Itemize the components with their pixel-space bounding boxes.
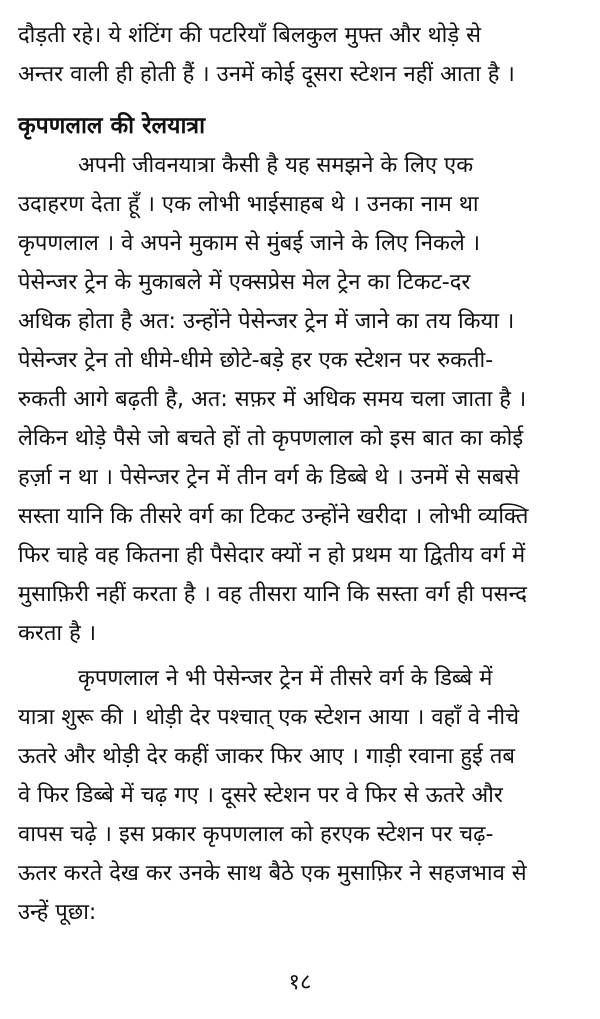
text-line: कृपणलाल । वे अपने मुकाम से मुंबई जाने के लिए निकले । <box>18 231 481 256</box>
text-line: करता है । <box>18 621 97 646</box>
text-line: यात्रा शुरू की । थोड़ी देर पश्चात् एक स्टेशन आया । वहाँ वे नीचे <box>18 705 520 730</box>
text-line: ऊतरे और थोड़ी देर कहीं जाकर फिर आए । गाड़ी रवाना हुई तब <box>18 744 515 769</box>
paragraph-2 <box>18 659 584 932</box>
text-line: सस्ता यानि कि तीसरे वर्ग का टिकट उन्होंने खरीदा । लोभी व्यक्ति <box>18 504 529 529</box>
text-line: उन्हें पूछा: <box>18 900 97 925</box>
text-line: अधिक होता है अत: उन्होंने पेसेन्जर ट्रेन में जाने का तय किया । <box>18 309 515 334</box>
text-line: उदाहरण देता हूँ । एक लोभी भाईसाहब थे । उनका नाम था <box>18 192 479 217</box>
text-line: फिर चाहे वह कितना ही पैसेदार क्यों न हो प्रथम या द्वितीय वर्ग में <box>18 543 526 568</box>
text-line: कृपणलाल ने भी पेसेन्जर ट्रेन में तीसरे वर्ग के डिब्बे में <box>78 666 493 691</box>
intro-paragraph <box>18 16 584 94</box>
text-line: ऊतर करते देख कर उनके साथ बैठे एक मुसाफ़िर ने सहजभाव से <box>18 861 527 886</box>
page-body <box>18 16 584 932</box>
text-line: अपनी जीवनयात्रा कैसी है यह समझने के लिए एक <box>78 153 474 178</box>
text-line: हर्ज़ा न था । पेसेन्जर ट्रेन में तीन वर्ग के डिब्बे थे । उनमें से सबसे <box>18 465 520 490</box>
text-line: वे फिर डिब्बे में चढ़ गए । दूसरे स्टेशन पर वे फिर से ऊतरे और <box>18 783 503 808</box>
text-line: दौड़ती रहे। ये शंटिंग की पटरियाँ बिलकुल मुफ्त और थोड़े से <box>18 23 482 48</box>
paragraph-1 <box>18 146 584 653</box>
page-number: १८ <box>288 970 312 995</box>
text-line: लेकिन थोड़े पैसे जो बचते हों तो कृपणलाल को इस बात का कोई <box>18 426 524 451</box>
text-line: मुसाफ़िरी नहीं करता है । वह तीसरा यानि कि सस्ता वर्ग ही पसन्द <box>18 582 527 607</box>
section-heading: कृपणलाल की रेलयात्रा <box>18 113 206 139</box>
text-line: पेसेन्जर ट्रेन के मुकाबले में एक्सप्रेस मेल ट्रेन का टिकट-दर <box>18 270 471 295</box>
text-line: अन्तर वाली ही होती हैं । उनमें कोई दूसरा स्टेशन नहीं आता है । <box>18 62 515 87</box>
text-line: रुकती आगे बढ़ती है, अत: सफ़र में अधिक समय चला जाता है । <box>18 387 527 412</box>
text-line: पेसेन्जर ट्रेन तो धीमे-धीमे छोटे-बड़े हर एक स्टेशन पर रुकती- <box>18 348 494 373</box>
text-line: वापस चढ़े । इस प्रकार कृपणलाल को हरएक स्टेशन पर चढ़- <box>18 822 494 847</box>
